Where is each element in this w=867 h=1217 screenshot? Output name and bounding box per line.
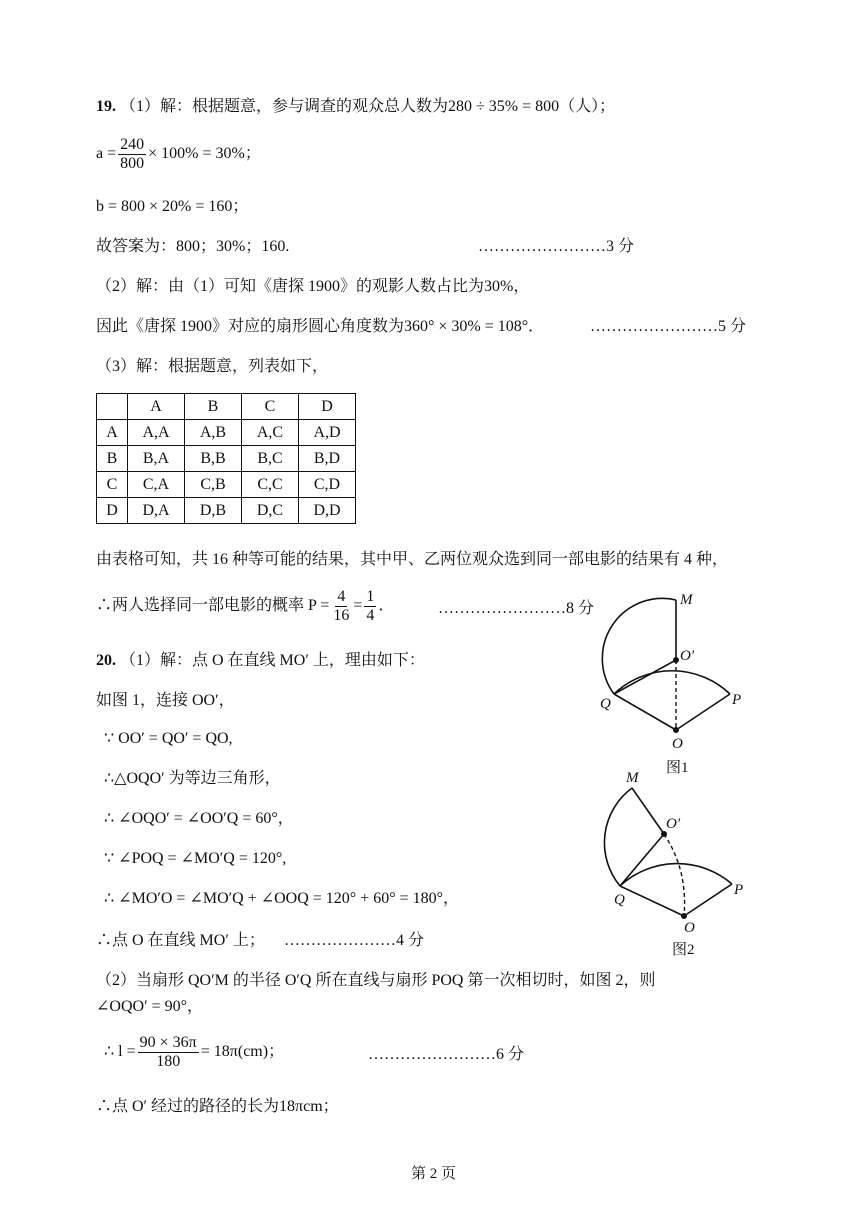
a-numerator: 240 [120, 136, 145, 153]
table-cell: D,D [299, 498, 356, 524]
q19-score-3: ……………………8 分 [438, 600, 595, 617]
table-cell [97, 394, 128, 420]
q20-score-1: …………………4 分 [284, 932, 425, 949]
label-p: P [732, 692, 742, 708]
figure-2-caption: 图2 [672, 942, 695, 958]
q19-a-equation [96, 136, 261, 173]
q20-line-1: 如图 1，连接 OO′， [96, 692, 235, 709]
label-o: O [672, 736, 683, 752]
q20-part1-text: （1）解：点 O 在直线 MO′ 上，理由如下： [120, 652, 425, 669]
label-m: M [680, 592, 693, 608]
point-o [673, 727, 679, 733]
prob-equals: = [353, 597, 363, 615]
q19-part3: （3）解：根据题意，列表如下， [96, 358, 329, 375]
dashed-arc-o-prime-o [664, 834, 685, 916]
label-o-prime: O′ [666, 816, 681, 832]
figure-2 [592, 770, 762, 958]
outcome-table [96, 393, 356, 524]
label-p: P [734, 882, 744, 898]
q20-number: 20. [96, 652, 116, 669]
label-o: O [684, 920, 695, 936]
table-row [97, 472, 356, 498]
table-cell: C,B [185, 472, 242, 498]
l-numerator: 90 × 36π [139, 1034, 197, 1051]
table-cell: A [128, 394, 185, 420]
table-cell: B [97, 446, 128, 472]
table-cell: D [299, 394, 356, 420]
segment-po [684, 884, 732, 916]
q19-part1 [96, 96, 615, 118]
table-cell: D,A [128, 498, 185, 524]
q19-conclusion: 由表格可知，共 16 种等可能的结果，其中甲、乙两位观众选到同一部电影的结果有 4 种， [96, 551, 729, 568]
q19-part1-text: （1）解：根据题意，参与调查的观众总人数为280 ÷ 35% = 800（人）； [120, 98, 616, 115]
figure-1 [596, 590, 756, 780]
q20-final: ∴点 O′ 经过的路径的长为18πcm； [96, 1098, 339, 1115]
q19-number: 19. [96, 98, 116, 115]
arc-qp [614, 671, 730, 694]
l-fraction [138, 1034, 199, 1071]
table-row [97, 420, 356, 446]
table-cell: C,A [128, 472, 185, 498]
prob-numerator-2: 1 [366, 588, 375, 605]
table-cell: D,C [242, 498, 299, 524]
q19-score-1: ……………………3 分 [478, 238, 635, 255]
prob-numerator-1: 4 [337, 588, 346, 605]
prob-fraction-1 [331, 588, 351, 625]
table-cell: A,D [299, 420, 356, 446]
table-cell: A,C [242, 420, 299, 446]
q19-answer: 故答案为：800；30%；160. [96, 238, 290, 255]
table-cell: B,A [128, 446, 185, 472]
q20-score-2: ……………………6 分 [368, 1046, 525, 1063]
q20-line-2: ∵ OO′ = QO′ = QO, [104, 730, 233, 747]
table-cell: A,B [185, 420, 242, 446]
table-row [97, 498, 356, 524]
table-cell: C,C [242, 472, 299, 498]
label-q: Q [614, 892, 625, 908]
q20-part2-line2: ∠OQO′ = 90°， [96, 998, 203, 1015]
prob-tail: ． [378, 597, 395, 615]
page-number: 第 2 页 [410, 1166, 456, 1182]
q20-line-3: ∴△OQO′ 为等边三角形， [104, 770, 281, 787]
arc-qm [604, 788, 632, 886]
table-cell: C,D [299, 472, 356, 498]
segment-qo-prime [620, 834, 664, 886]
segment-qo [620, 886, 684, 916]
q19-score-2: ……………………5 分 [590, 318, 747, 335]
prob-fraction-2 [364, 588, 376, 625]
q20-line-5: ∵ ∠POQ = ∠MO′Q = 120°, [104, 850, 287, 867]
a-rhs: × 100% = 30%； [148, 145, 261, 163]
table-cell: B,B [185, 446, 242, 472]
a-fraction [118, 136, 146, 173]
figure-1-caption: 图1 [666, 760, 689, 776]
point-o [681, 913, 687, 919]
table-cell: B,C [242, 446, 299, 472]
table-cell: D,B [185, 498, 242, 524]
a-lhs: a = [96, 145, 117, 163]
q20-part1 [96, 650, 425, 672]
label-q: Q [600, 696, 611, 712]
q19-b-equation: b = 800 × 20% = 160； [96, 198, 249, 215]
prob-lhs: ∴两人选择同一部电影的概率 P = [96, 597, 330, 615]
q19-part2-line2: 因此《唐探 1900》对应的扇形圆心角度数为360° × 30% = 108°． [96, 318, 545, 335]
l-denominator: 180 [156, 1053, 181, 1070]
l-rhs: = 18π(cm)； [200, 1043, 285, 1061]
q20-part2-line1: （2）当扇形 QO′M 的半径 O′Q 所在直线与扇形 POQ 第一次相切时，如图 2，则 [96, 972, 656, 989]
prob-denominator-1: 16 [333, 607, 350, 624]
table-cell: D [97, 498, 128, 524]
point-o-prime [673, 657, 679, 663]
segment-qo-prime [614, 660, 676, 694]
q19-part2-line1: （2）解：由（1）可知《唐探 1900》的观影人数占比为30%， [96, 278, 530, 295]
prob-denominator-2: 4 [366, 607, 375, 624]
segment-qo [614, 694, 676, 730]
table-cell: C [97, 472, 128, 498]
q20-line-4: ∴ ∠OQO′ = ∠OO′Q = 60°， [104, 810, 294, 827]
label-o-prime: O′ [680, 648, 695, 664]
table-cell: A,A [128, 420, 185, 446]
segment-po [676, 694, 730, 730]
label-m: M [626, 770, 639, 786]
table-cell: A [97, 420, 128, 446]
table-cell: C [242, 394, 299, 420]
table-header-row [97, 394, 356, 420]
q19-probability [96, 588, 394, 625]
table-cell: B,D [299, 446, 356, 472]
q20-line-7: ∴点 O 在直线 MO′ 上； [96, 932, 265, 949]
l-lhs: ∴ l = [104, 1043, 136, 1061]
q20-line-6: ∴ ∠MO′O = ∠MO′Q + ∠OOQ = 120° + 60° = 180°， [104, 890, 460, 907]
table-row [97, 446, 356, 472]
table-cell: B [185, 394, 242, 420]
a-denominator: 800 [120, 155, 145, 172]
segment-mo-prime [632, 788, 664, 834]
q20-arc-length-equation [104, 1034, 284, 1071]
